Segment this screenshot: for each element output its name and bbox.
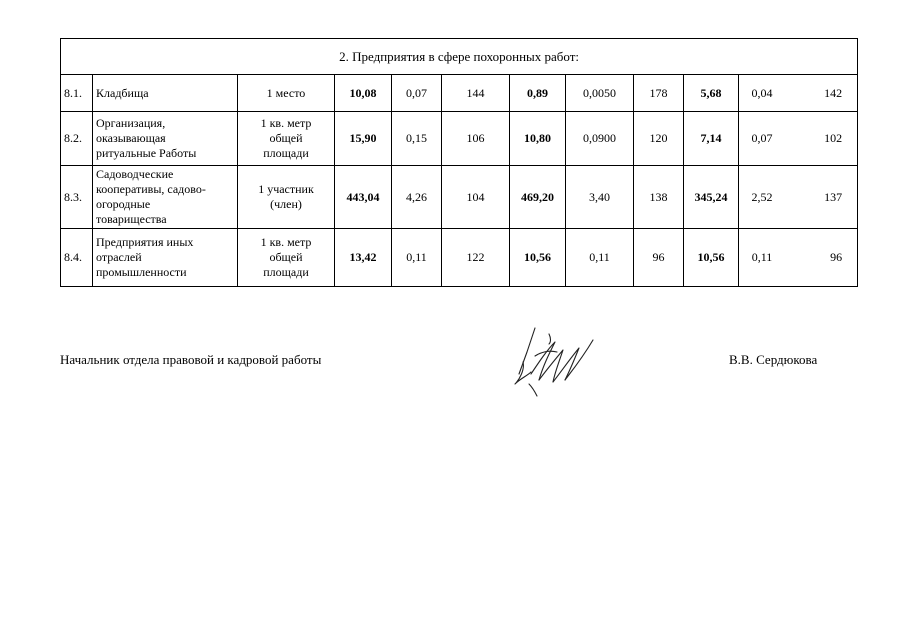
value-cell: 96 (634, 229, 684, 287)
value-cell (739, 112, 858, 166)
row-name-line: отраслей (96, 250, 142, 264)
table-row (61, 229, 858, 287)
row-unit-line: 1 кв. метр (260, 116, 312, 130)
value-cell: 443,04 (335, 166, 392, 229)
row-name (93, 75, 238, 112)
value-cell (739, 166, 858, 229)
value-cell: 0,89 (510, 75, 566, 112)
row-name-line: оказывающая (96, 131, 166, 145)
section-header-row (61, 39, 858, 75)
row-name-line: Садоводческие (96, 167, 174, 181)
value-cell: 144 (442, 75, 510, 112)
value-cell: 106 (442, 112, 510, 166)
row-unit-line: общей (269, 250, 303, 264)
row-unit-line: 1 кв. метр (260, 235, 312, 249)
value-cell: 120 (634, 112, 684, 166)
value-cell: 0,11 (392, 229, 442, 287)
row-name-line: кооперативы, садово- (96, 182, 206, 196)
row-name-line: промышленности (96, 265, 187, 279)
row-name-line: огородные (96, 197, 151, 211)
row-name (93, 112, 238, 166)
value-cell: 104 (442, 166, 510, 229)
value-cell: 0,07 (751, 131, 773, 145)
row-number: 8.4. (61, 229, 93, 287)
value-cell: 137 (824, 189, 843, 204)
value-cell: 10,80 (510, 112, 566, 166)
row-name (93, 166, 238, 229)
value-cell: 0,11 (566, 229, 634, 287)
value-cell: 469,20 (510, 166, 566, 229)
value-cell: 0,15 (392, 112, 442, 166)
table-row (61, 166, 858, 229)
value-cell: 2,52 (751, 189, 773, 204)
value-cell: 4,26 (392, 166, 442, 229)
value-cell: 15,90 (335, 112, 392, 166)
row-number: 8.3. (61, 166, 93, 229)
row-number: 8.1. (61, 75, 93, 112)
value-cell: 142 (824, 85, 843, 100)
row-unit-line: площади (263, 265, 309, 279)
handwritten-signature (505, 322, 605, 402)
table-row (61, 75, 858, 112)
value-cell: 178 (634, 75, 684, 112)
signer-name: В.В. Сердюкова (729, 352, 818, 367)
value-cell: 7,14 (684, 112, 739, 166)
waste-norms-table (60, 38, 858, 287)
value-cell: 345,24 (684, 166, 739, 229)
row-unit (238, 112, 335, 166)
value-cell: 10,08 (335, 75, 392, 112)
value-cell: 3,40 (566, 166, 634, 229)
row-unit-line: 1 участник (258, 182, 314, 196)
row-unit-line: общей (269, 131, 303, 145)
value-cell: 122 (442, 229, 510, 287)
row-name (93, 229, 238, 287)
value-cell: 10,56 (684, 229, 739, 287)
table-row (61, 112, 858, 166)
row-name-line: Предприятия иных (96, 235, 194, 249)
row-name-line: товарищества (96, 212, 167, 226)
signer-position: Начальник отдела правовой и кадровой работы (60, 352, 322, 367)
row-unit (238, 229, 335, 287)
value-cell: 5,68 (684, 75, 739, 112)
row-number: 8.2. (61, 112, 93, 166)
row-name-line: Организация, (96, 116, 166, 130)
value-cell (739, 229, 858, 287)
value-cell: 96 (830, 250, 843, 264)
value-cell: 0,04 (751, 85, 773, 100)
row-unit-line: 1 место (266, 85, 306, 100)
row-unit (238, 166, 335, 229)
row-unit-line: площади (263, 146, 309, 160)
section-title: 2. Предприятия в сфере похоронных работ: (61, 39, 858, 75)
row-name-line: Кладбища (96, 85, 149, 100)
value-cell: 0,0050 (566, 75, 634, 112)
value-cell: 102 (824, 131, 843, 145)
row-unit (238, 75, 335, 112)
value-cell (739, 75, 858, 112)
value-cell: 0,11 (751, 250, 773, 264)
value-cell: 0,07 (392, 75, 442, 112)
value-cell: 13,42 (335, 229, 392, 287)
row-name-line: ритуальные Работы (96, 146, 197, 160)
value-cell: 0,0900 (566, 112, 634, 166)
value-cell: 10,56 (510, 229, 566, 287)
row-unit-line: (член) (270, 197, 302, 211)
value-cell: 138 (634, 166, 684, 229)
